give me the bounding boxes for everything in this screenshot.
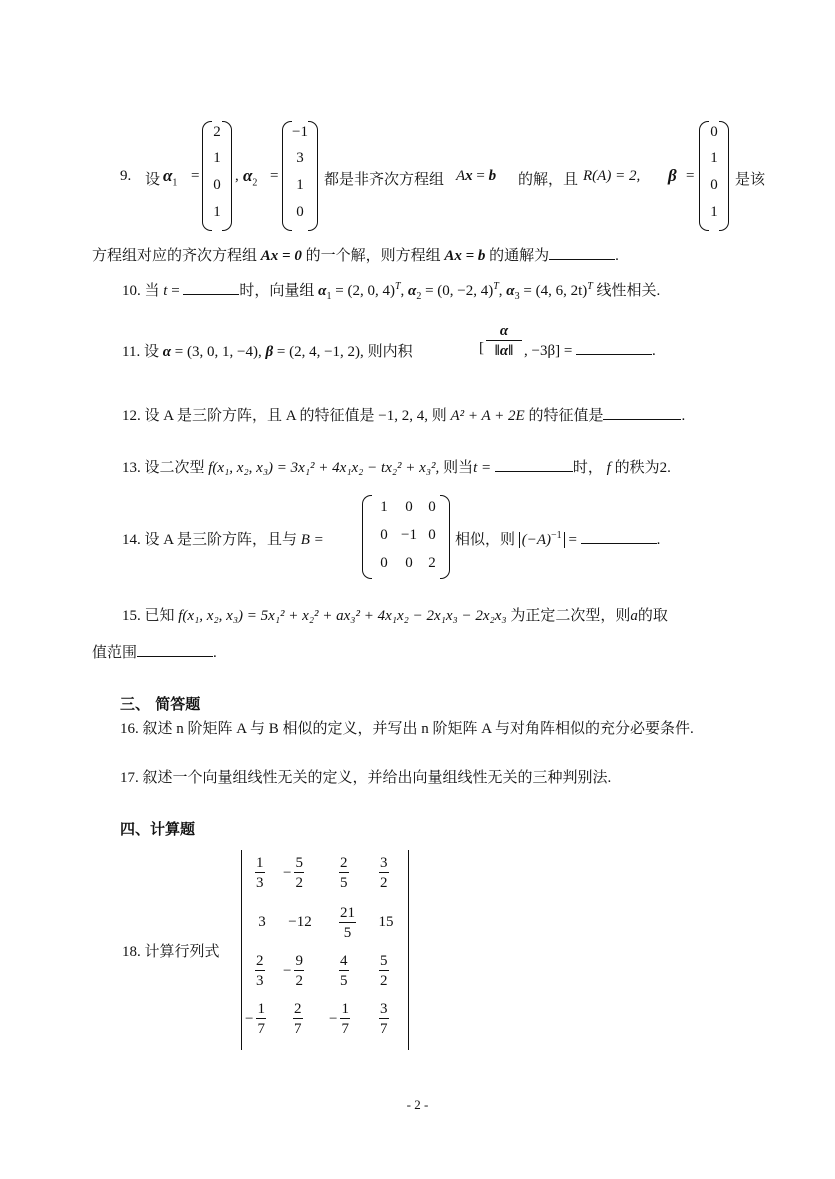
det-numerator: 5 [295,855,303,871]
q10-answer-blank[interactable] [183,280,239,295]
q18-label: 18. 计算行列式 [122,944,220,960]
det-denominator: 5 [340,973,348,989]
q9-line2-e: 的通解为 [489,248,550,264]
det-denominator: 2 [380,875,388,891]
q12-number: 12. [122,408,141,424]
det-numerator: 2 [256,953,264,969]
q14-B-eq: B = [300,532,324,548]
q9-a1-e4: 1 [213,204,221,220]
det-numerator: 21 [340,905,355,921]
q9-alpha1-sub: 1 [172,177,178,189]
det-denominator: 3 [256,973,264,989]
q14-number: 14. [122,532,141,548]
q12-text-c: 的特征值是 [528,408,604,424]
q11-answer-blank[interactable] [576,340,652,355]
det-sign: − [329,1011,338,1027]
q9-line2-d: Ax = b [444,248,486,264]
q10-alpha1-val: = (2, 0, 4) [331,283,395,299]
q9-de-jie: 的解，且 [518,172,579,188]
det-cell-r1c3 [339,854,349,893]
q9-x: x [465,168,473,184]
q9-a2-e3: 1 [296,177,304,193]
det-cell-r1c4 [379,854,389,893]
q11-frac-num: α [486,322,522,341]
q15-answer-blank[interactable] [137,642,213,657]
q9-alpha2-sub: 2 [252,177,258,189]
section-3-title: 三、 简答题 [120,695,201,713]
q10-alpha3-val: = (4, 6, 2t) [519,283,588,299]
q13-expr: f(x₁, x₂, x₃) = 3x₁² + 4x₁x₂ − tx₂² + x₃², [208,460,440,476]
q12-period: . [681,408,686,424]
det-denominator: 7 [294,1021,302,1037]
q9-b-e4: 1 [710,204,718,220]
question-17 [120,766,611,787]
q9-eq3: = [476,168,485,184]
det-cell-r3c2 [283,952,304,991]
q13-text-c: 时， [572,460,603,476]
det-cell-r2c3 [339,904,356,943]
q9-alpha2-symbol: α [243,166,253,185]
q11-number: 11. [122,344,141,360]
question-10: 10. 当 t = 时，向量组 $\alpha_1 = (2$, 0, 4)$^T$, $\alpha_2 = (0$, −2, 4)$^T$, $\alpha_3 = (4$, 6, 2t)$^T$ 线性相关. [122,281,661,302]
q9-set: 设 [145,172,161,188]
q9-beta-vector [699,121,729,231]
det-cell-r3c1 [255,952,265,991]
q11-text-b: 则内积 [367,344,413,360]
q14-m33: 2 [428,555,436,571]
q14-m12: 0 [405,499,413,515]
q10-t: t [163,283,168,299]
q13-number: 13. [122,460,141,476]
q15-line2: 值范围 [92,645,138,661]
q13-text-b: 则当 [443,460,474,476]
q9-A: A [456,168,466,184]
det-numerator: 9 [295,953,303,969]
det-cell-r4c4 [379,1000,389,1039]
q9-b: b [488,168,497,184]
q14-m31: 0 [380,555,388,571]
q11-frac-den: ‖α‖ [494,343,514,359]
q9-b-e3: 0 [710,177,718,193]
section-4-title: 四、计算题 [120,820,196,838]
q17-text: 叙述一个向量组线性无关的定义，并给出向量组线性无关的三种判别法. [142,770,612,786]
q15-text-c: 的取 [637,608,668,624]
det-denominator: 7 [257,1021,265,1037]
q14-m11: 1 [380,499,388,515]
det-denominator: 2 [295,875,303,891]
q10-alpha2: α [408,283,417,299]
q10-T1: T [394,281,401,292]
q11-text-a: 设 [143,344,159,360]
q15-expr: f(x₁, x₂, x₃) = 5x₁² + x₂² + ax₃² + 4x₁x₂ − 2x₁x₃ − 2x₂x₃ [178,608,507,624]
q15-number: 15. [122,608,141,624]
det-numerator: 5 [380,953,388,969]
det-numerator: 3 [380,855,388,871]
page-number: - 2 - [406,1097,429,1112]
q11-alpha: α [162,344,172,360]
det-cell-r4c2 [293,1000,303,1039]
det-cell-r2c1: 3 [258,914,266,930]
q10-tail: 线性相关. [596,283,661,299]
q9-line2-b: Ax = 0 [260,248,302,264]
det-numerator: 1 [257,1001,265,1017]
q14-period: . [656,532,661,548]
q18-determinant [241,850,409,1050]
q15-text-b: 为正定二次型，则 [510,608,631,624]
q9-eq2: = [270,168,279,184]
q9-a1-e1: 2 [213,124,221,140]
q10-alpha3: α [506,283,515,299]
q12-text: 设 A 是三阶方阵，且 A 的特征值是 [144,408,375,424]
q15-text-a: 已知 [144,608,175,624]
q14-m22: −1 [401,527,417,543]
q16-number: 16. [120,721,139,737]
q10-text-b: 时，向量组 [239,283,315,299]
det-cell-r4c3 [329,1000,350,1039]
q11-period: . [652,343,656,359]
q17-number: 17. [120,770,139,786]
q9-number: 9. [120,168,132,184]
q9-b-e2: 1 [710,150,718,166]
det-numerator: 2 [294,1001,302,1017]
q16-text: 叙述 n 阶矩阵 A 与 B 相似的定义，并写出 n 阶矩阵 A 与对角阵相似的充分必要条件. [142,721,694,737]
q9-a1-e3: 0 [213,177,221,193]
q9-a2-e1: −1 [292,124,308,140]
q15-a: a [630,608,638,624]
det-sign: − [283,865,292,881]
det-denominator: 7 [341,1021,349,1037]
det-sign: − [283,963,292,979]
q14-text-a: 设 A 是三阶方阵，且与 [144,532,298,548]
q11-fraction [486,322,522,361]
q9-alpha1-symbol: α [163,166,173,185]
q10-eq: = [167,283,184,299]
q9-beta-symbol: β [668,166,677,185]
det-sign: − [245,1011,254,1027]
q11-beta-val: = (2, 4, −1, 2), [273,344,364,360]
q9-period: . [615,248,619,264]
question-13 [122,456,671,477]
q13-text-a: 设二次型 [144,460,205,476]
q9-line2-a: 方程组对应的齐次方程组 [92,248,258,264]
q10-text-a: 当 [144,283,160,299]
q9-a2-e4: 0 [296,204,304,220]
det-numerator: 3 [380,1001,388,1017]
q12-text-b: 则 [431,408,447,424]
q9-rank: R(A) = 2, [583,168,641,184]
q10-number: 10. [122,283,141,299]
q9-line2 [92,244,619,265]
det-numerator: 1 [256,855,264,871]
q15-period: . [213,645,217,661]
q9-b-e1: 0 [710,124,718,140]
q14-answer-blank[interactable] [581,529,657,544]
q9-alpha2-vector [282,121,318,231]
det-numerator: 2 [340,855,348,871]
q13-text-d: 的秩为2. [614,460,671,476]
q14-matrix-B [362,495,450,579]
q9-a1-e2: 1 [213,150,221,166]
det-cell-r4c1 [245,1000,266,1039]
q9-mid-text: 都是非齐次方程组 [324,172,445,188]
q14-text-b: 相似，则 [455,532,516,548]
det-denominator: 3 [256,875,264,891]
q12-expr: A² + A + 2E [450,408,525,424]
det-cell-r2c4: 15 [378,914,394,930]
q12-eigenvalues: −1, 2, 4, [374,408,432,424]
det-numerator: 4 [340,953,348,969]
det-cell-r1c2 [283,854,304,893]
q9-alpha1-vector [202,121,232,231]
q14-m32: 0 [405,555,413,571]
q14-m21: 0 [380,527,388,543]
q10-T3: T [587,281,593,292]
q14-sup: −1 [551,530,562,541]
q9-eq4: = [686,168,695,184]
q14-eq: = [564,532,577,548]
q10-alpha1: α [318,283,327,299]
q11-alpha-val: = (3, 0, 1, −4), [171,344,262,360]
q14-expr: (−A) [521,532,552,548]
det-cell-r3c3 [339,952,349,991]
q11-beta: β [265,344,274,360]
q10-alpha2-val: = (0, −2, 4) [421,283,494,299]
det-denominator: 5 [343,925,352,941]
det-numerator: 1 [341,1001,349,1017]
q9-line2-c: 的一个解，则方程组 [305,248,441,264]
q13-t-eq: t = [473,460,492,476]
q9-tail: 是该 [735,172,766,188]
q14-m23: 0 [428,527,436,543]
det-cell-r3c4 [379,952,389,991]
det-cell-r2c2: −12 [288,914,312,930]
q10-T2: T [493,281,499,292]
question-16 [120,717,694,738]
question-12 [122,404,685,425]
q9-comma: , [235,168,239,184]
q13-answer-blank[interactable] [495,457,573,472]
q9-eq1: = [191,168,200,184]
q12-answer-blank[interactable] [603,405,681,420]
q9-a2-e2: 3 [296,150,304,166]
q9-answer-blank[interactable] [549,245,615,260]
q11-inner-tail: , −3β] = [524,343,573,359]
det-denominator: 5 [340,875,348,891]
det-denominator: 2 [295,973,303,989]
det-denominator: 7 [380,1021,388,1037]
det-cell-r1c1 [255,854,265,893]
q13-f: f [606,460,611,476]
det-denominator: 2 [380,973,388,989]
q14-m13: 0 [428,499,436,515]
